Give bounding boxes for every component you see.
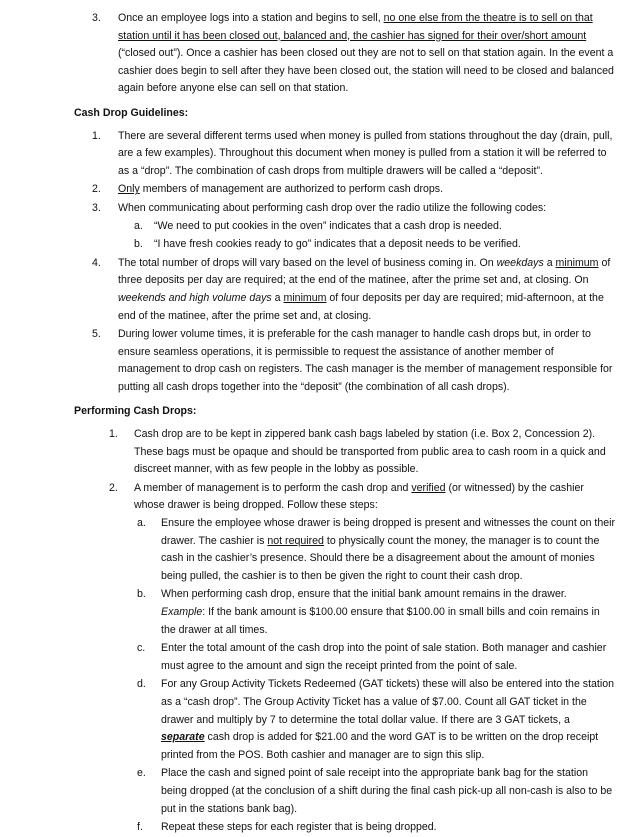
item-letter: d. [137, 678, 146, 691]
item-text: Once an employee logs into a station and begins to sell, no one else from the theatre is to sell on that station until it has been closed out, balanced and, the cashier has signed for their over/short amount (“closed out”). Once a cashier has been closed out they are not to sell on that station again. In the event a cashier does begin to sell after they have been closed out, the station will need to be closed and balanced again before anyone else can sell on that station. [118, 12, 614, 95]
performing-list [74, 426, 616, 837]
continued-list [74, 10, 616, 98]
item-letter: f. [137, 821, 143, 834]
item-text: “I have fresh cookies ready to go” indicates that a deposit needs to be verified. [154, 238, 521, 251]
item-text: The total number of drops will vary based on the level of business coming in. On weekdays a minimum of three deposits per day are required; at the end of the matinee, after the prime set and, at closing. On weekends and high volume days a minimum of four deposits per day are required; mid-afternoon, at the end of the matinee, after the prime set and, at closing. [118, 256, 611, 322]
sub-list-item [134, 586, 616, 639]
item-text: For any Group Activity Tickets Redeemed (GAT tickets) these will also be entered into the station as a “cash drop”. The Group Activity Ticket has a value of $7.00. Count all GAT ticket in the drawer and multiply by 7 to determine the total dollar value. If there are 3 GAT tickets, a separate cash drop is added for $21.00 and the word GAT is to be written on the drop receipt printed from the POS. Both cashier and manager are to sign this slip. [161, 678, 614, 761]
item-text: Place the cash and signed point of sale receipt into the appropriate bank bag for the station being dropped (at the conclusion of a shift during the final cash pick-up all non-cash is also to be put in the stations bank bag). [161, 767, 613, 815]
section-heading-performing-cash-drops: Performing Cash Drops: [74, 405, 197, 418]
item-text: A member of management is to perform the cash drop and verified (or witnessed) by the cashier whose drawer is being dropped. Follow these steps: [134, 481, 584, 512]
item-letter: a. [137, 517, 146, 530]
sub-list-item [134, 765, 616, 818]
list-item [74, 426, 616, 479]
item-letter: e. [137, 767, 146, 780]
item-letter: b. [137, 588, 146, 601]
item-text: There are several different terms used when money is pulled from stations throughout the day (drain, pull, are a few examples). Throughout this document when money is pulled from a station it will be referred to as a “drop”. The combination of cash drops from multiple drawers will be called a “deposit”. [118, 129, 613, 177]
sub-list-item [134, 640, 616, 675]
guidelines-list [74, 128, 616, 397]
list-item [74, 326, 616, 396]
item-text: Enter the total amount of the cash drop into the point of sale station. Both manager and cashier must agree to the amount and sign the receipt printed from the point of sale. [161, 642, 607, 672]
section-heading-cash-drop-guidelines: Cash Drop Guidelines: [74, 106, 189, 119]
sub-list [128, 218, 616, 254]
item-number: 1. [92, 129, 101, 142]
item-text: During lower volume times, it is preferable for the cash manager to handle cash drops but, in order to ensure seamless operations, it is permissible to request the assistance of another member of management to drop cash on registers. The cash manager is the member of management responsible for putting all cash drops together into the “deposit” (the combination of all cash drops). [118, 328, 613, 393]
item-letter: a. [134, 219, 143, 232]
item-number: 4. [92, 256, 101, 269]
item-text: Ensure the employee whose drawer is being dropped is present and witnesses the count on their drawer. The cashier is not required to physically count the money, the manager is to count the cash in the cashier’s presence. Should there be a disagreement about the amount of monies being pulled, the cashier is to then be given the right to count their cash drop. [161, 517, 616, 582]
item-letter: b. [134, 238, 143, 251]
list-item [74, 480, 616, 837]
sub-list-item [128, 218, 616, 236]
item-text: When performing cash drop, ensure that the initial bank amount remains in the drawer. Example: If the bank amount is $100.00 ensure that $100.00 in small bills and coin remains in the drawer at all times. [161, 588, 600, 636]
item-number: 2. [92, 183, 101, 196]
item-text: Cash drop are to be kept in zippered bank cash bags labeled by station (i.e. Box 2, Concession 2). These bags must be opaque and should be transported from public area to cash room in a quick and discreet manner, with as few people in the lobby as possible. [134, 428, 606, 476]
sub-list-item [134, 515, 616, 585]
item-text: Repeat these steps for each register that is being dropped. [161, 821, 437, 834]
sub-list-item [134, 819, 616, 837]
item-number: 5. [92, 328, 101, 341]
item-number: 2. [109, 481, 118, 494]
list-item [74, 255, 616, 325]
steps-sub-list [134, 515, 616, 837]
list-item [74, 181, 616, 199]
list-item [74, 200, 616, 254]
item-text: “We need to put cookies in the oven” indicates that a cash drop is needed. [154, 219, 502, 232]
list-item [74, 10, 616, 98]
item-number: 1. [109, 428, 118, 441]
item-letter: c. [137, 642, 146, 655]
list-item [74, 128, 616, 181]
sub-list-item [134, 676, 616, 764]
sub-list-item [128, 236, 616, 254]
item-number: 3. [92, 12, 101, 24]
item-text: When communicating about performing cash drop over the radio utilize the following codes: [118, 201, 547, 214]
item-text: Only members of management are authorized to perform cash drops. [118, 183, 444, 196]
item-number: 3. [92, 201, 101, 214]
